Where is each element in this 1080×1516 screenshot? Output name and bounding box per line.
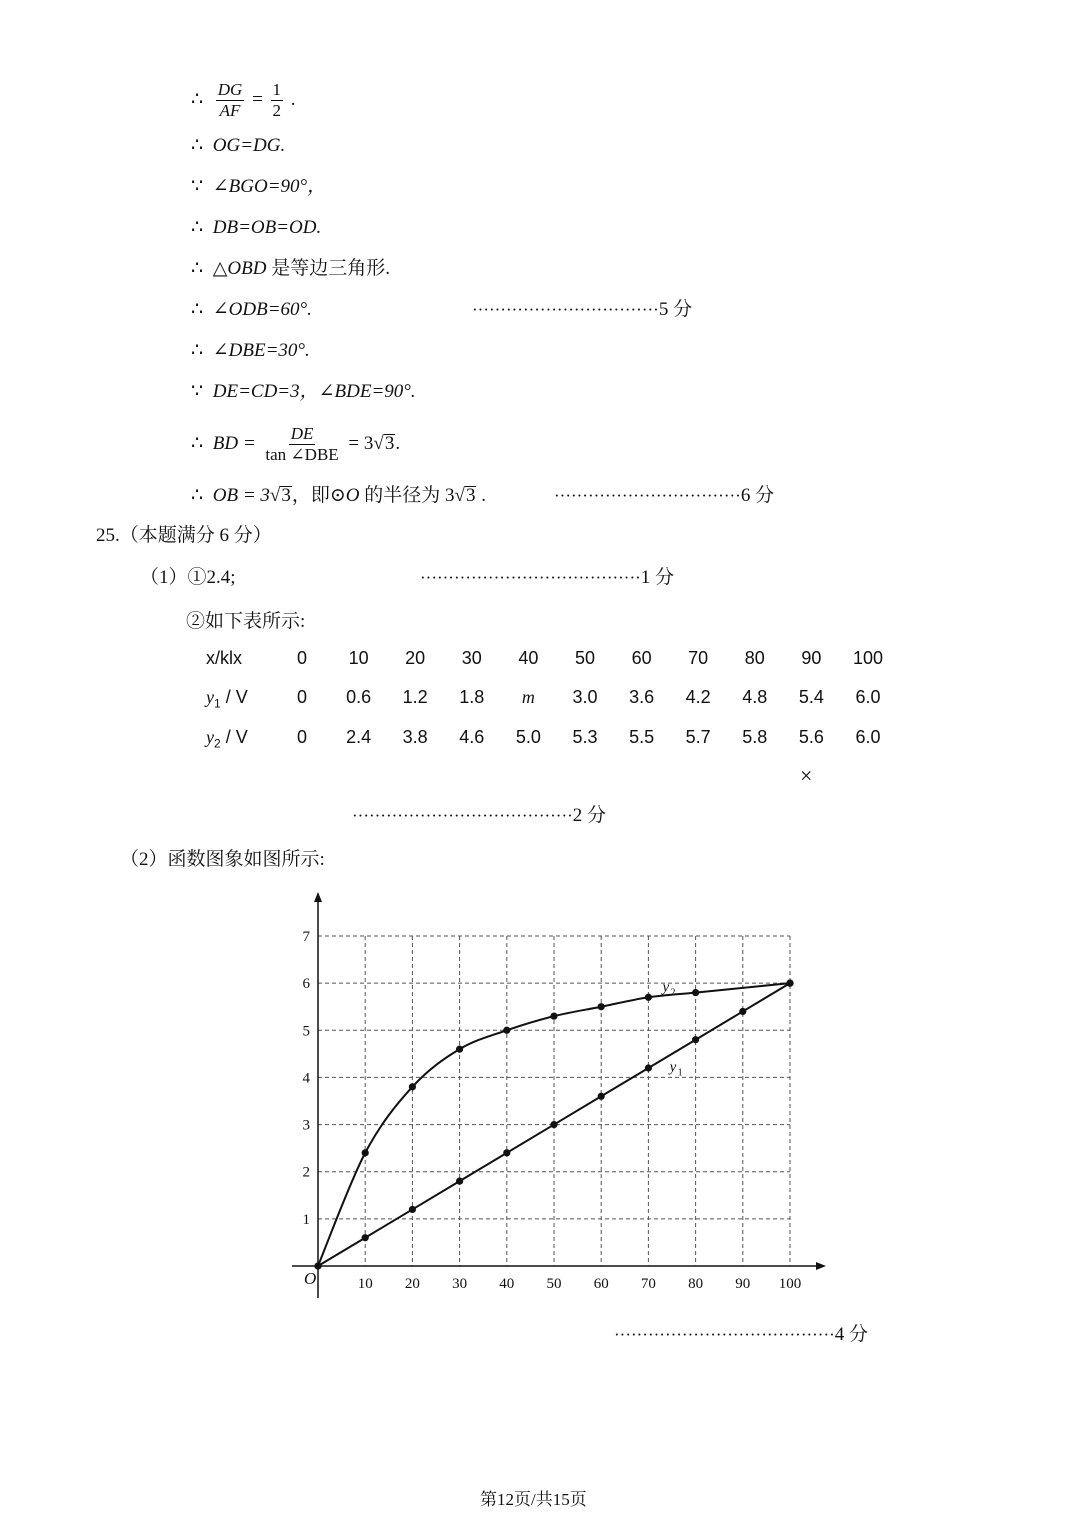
y-tick-label: 6 (302, 976, 310, 993)
data-point-y2 (786, 980, 793, 987)
table-cell-y1: 1.2 (402, 687, 428, 707)
table-cell-x: 10 (348, 648, 369, 668)
table-cell-y2: 5.0 (515, 727, 541, 747)
proof-line-3: ∵ ∠BGO=90°， (190, 176, 327, 197)
data-point-y2 (598, 1003, 605, 1010)
x-tick-label: 30 (452, 1276, 468, 1292)
data-point-y1 (456, 1178, 463, 1185)
proof-line-1: ∴ $\frac{DG}{AF}$ = $\frac{1}{2}$ . (186, 80, 296, 121)
data-point-y2 (409, 1083, 416, 1090)
series-label-y2-sub: 2 (670, 987, 676, 999)
score-5: ·································5 分 (472, 299, 693, 320)
table-cell-x: 100 (852, 648, 884, 668)
x-tick-label: 40 (499, 1276, 515, 1292)
table-cell-x: 60 (631, 648, 652, 668)
data-point-y1 (739, 1008, 746, 1015)
data-point-y2 (692, 989, 699, 996)
table-cell-y1: 0.6 (346, 687, 372, 707)
y-tick-label: 4 (302, 1070, 310, 1087)
data-point-y1 (550, 1121, 557, 1128)
table-row-y2: $y_2$ / V 0 2.4 3.8 4.6 5.0 5.3 5.5 5.7 5.8 5.6 6.0 (206, 727, 906, 751)
page-footer: 第12页/共15页 (480, 1490, 587, 1509)
table-cell-y1: 3.0 (572, 687, 598, 707)
score-4: ·······································4 分 (614, 1324, 869, 1345)
table-cell-y1: m (521, 687, 535, 707)
proof-line-2: ∴ OG=DG. (190, 135, 286, 156)
data-point-y1 (409, 1206, 416, 1213)
y-tick-label: 5 (302, 1023, 310, 1040)
fraction-de-tan: $\frac{DE}{\text{tan ∠DBE}}$ (265, 424, 339, 464)
data-point-y2 (550, 1013, 557, 1020)
data-point-y2 (314, 1262, 321, 1269)
wrong-value-mark: × (800, 763, 813, 788)
score-2: ·······································2 分 (352, 805, 607, 826)
proof-line-4: ∴ DB=OB=OD. (190, 217, 322, 238)
data-point-y2 (456, 1046, 463, 1053)
table-cell-x: 30 (461, 648, 482, 668)
part-1-answer: （1）①2.4; (140, 567, 236, 588)
table-cell-x: 40 (518, 648, 539, 668)
table-cell-y1: 3.6 (629, 687, 655, 707)
data-table (206, 648, 906, 758)
x-tick-label: 20 (404, 1276, 420, 1292)
data-point-y1 (692, 1036, 699, 1043)
x-tick-label: 90 (735, 1276, 751, 1292)
table-cell-y2: 5.8 (742, 727, 768, 747)
fraction-one-half: $\frac{1}{2}$ (272, 80, 282, 120)
table-cell-y2: 5.3 (572, 727, 598, 747)
table-cell-x: 80 (744, 648, 765, 668)
data-point-y2 (645, 994, 652, 1001)
fraction-dg-af: $\frac{DG}{AF}$ (217, 80, 243, 120)
table-cell-y2: 4.6 (459, 727, 485, 747)
leader-dots: ································· (472, 300, 659, 319)
y-tick-label: 1 (302, 1211, 310, 1228)
part-1-table-intro: ②如下表所示: (186, 611, 306, 632)
table-row-x: x/klx 0 10 20 30 40 50 60 70 80 90 100 (206, 648, 906, 672)
sqrt-sign: √ (373, 432, 384, 454)
data-point-y2 (362, 1149, 369, 1156)
series-label-y1-sub: 1 (677, 1067, 683, 1079)
data-point-y1 (503, 1149, 510, 1156)
proof-line-5: ∴ △OBD 是等边三角形. (190, 258, 390, 279)
x-tick-label: 80 (688, 1276, 704, 1292)
table-cell-y2: 5.6 (798, 727, 824, 747)
y-axis-arrow (314, 892, 322, 902)
question-25-title: 25.（本题满分 6 分） (96, 525, 272, 546)
table-cell-x: 70 (688, 648, 709, 668)
table-cell-y2: 0 (296, 727, 307, 747)
x-tick-label: 10 (357, 1276, 373, 1292)
x-tick-label: 70 (640, 1276, 656, 1292)
x-tick-label: 60 (593, 1276, 609, 1292)
y-tick-label: 3 (302, 1117, 310, 1134)
y-tick-label: 2 (302, 1164, 310, 1181)
table-cell-y2: 5.7 (685, 727, 711, 747)
therefore-symbol: ∴ (190, 88, 204, 110)
function-graph (280, 885, 840, 1315)
table-cell-y1: 4.2 (685, 687, 711, 707)
part-2-intro: （2）函数图象如图所示: (120, 849, 325, 870)
data-point-y1 (362, 1234, 369, 1241)
y-tick-label: 7 (302, 929, 310, 945)
data-point-y2 (503, 1027, 510, 1034)
series-label-y1: y (669, 1059, 677, 1076)
proof-line-9: ∴ BD = $\frac{DE}{\text{tan ∠DBE}}$ = 3√3. (190, 424, 401, 464)
x-tick-label: 100 (778, 1276, 802, 1292)
score-6: ·································6 分 (554, 485, 775, 506)
series-label-y2: y (662, 979, 670, 996)
table-cell-x: 20 (405, 648, 426, 668)
table-cell-y1: 0 (296, 687, 307, 707)
proof-line-7: ∴ ∠DBE=30°. (190, 340, 310, 361)
table-cell-y2: 2.4 (346, 727, 372, 747)
table-cell-y2: 3.8 (402, 727, 428, 747)
table-cell-y1: 1.8 (459, 687, 485, 707)
table-row-y1: $y_1$ / V 0 0.6 1.2 1.8 m 3.0 3.6 4.2 4.8 5.4 6.0 (206, 687, 906, 711)
x-axis-arrow (816, 1262, 826, 1270)
x-tick-label: 50 (546, 1276, 562, 1292)
table-cell-x: 0 (296, 648, 307, 668)
table-cell-x: 50 (574, 648, 596, 668)
chart-axes (292, 892, 826, 1298)
table-cell-y1: 6.0 (855, 687, 881, 707)
data-point-y1 (598, 1093, 605, 1100)
proof-line-10: ∴ OB = 3√3，即⊙O 的半径为 3√3 . (190, 485, 486, 506)
proof-line-6: ∴ ∠ODB=60°. (190, 299, 312, 320)
table-cell-y1: 4.8 (742, 687, 768, 707)
table-cell-x: 90 (801, 648, 822, 668)
proof-line-8: ∵ DE=CD=3，∠BDE=90°. (190, 381, 416, 402)
table-cell-y2: 6.0 (855, 727, 881, 747)
score-1: ·······································1 分 (420, 567, 675, 588)
table-cell-y1: 5.4 (798, 687, 824, 707)
origin-label: O (304, 1269, 317, 1288)
data-point-y1 (645, 1064, 652, 1071)
chart-grid (318, 936, 790, 1266)
table-cell-y2: 5.5 (629, 727, 655, 747)
